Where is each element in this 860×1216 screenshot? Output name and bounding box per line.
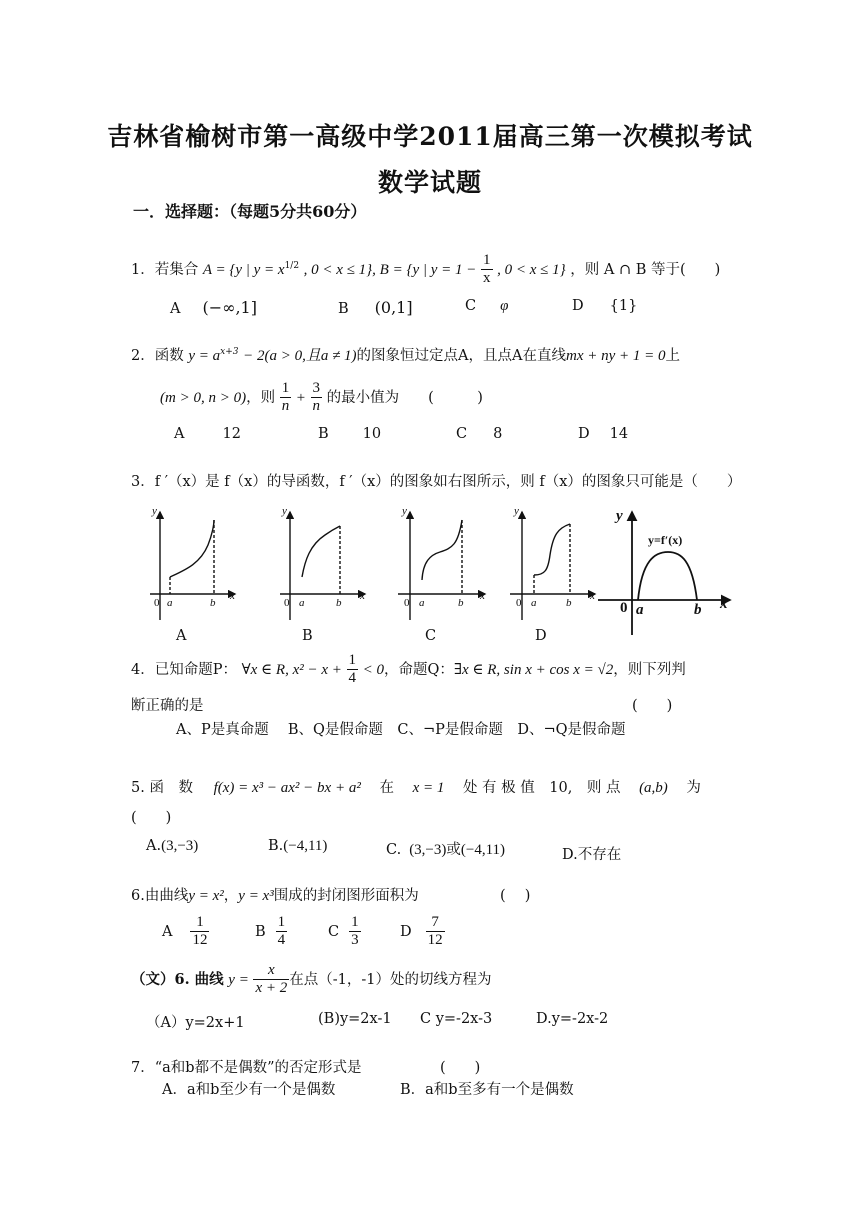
option-fraction bbox=[276, 914, 288, 950]
graph-a bbox=[150, 512, 235, 620]
option-value: 14 bbox=[609, 426, 629, 442]
q7-answer-paren: ( ) bbox=[440, 1060, 481, 1076]
q6-post: 围成的封闭图形面积为 bbox=[273, 888, 419, 904]
q6w-post: 在点（-1，-1）处的切线方程为 bbox=[289, 971, 492, 988]
q2-exponent: x+3 bbox=[220, 347, 239, 358]
q6-line bbox=[131, 884, 419, 905]
q7-option-a: A．a和b至少有一个是偶数 bbox=[162, 1082, 336, 1098]
q2-function-rest: − 2(a > 0,且a ≠ 1) bbox=[243, 348, 357, 364]
option-value: (−∞,1] bbox=[202, 298, 257, 317]
q5-option-c bbox=[386, 838, 505, 859]
q4-options: A、P是真命题 B、Q是假命题 C、¬P是假命题 D、¬Q是假命题 bbox=[176, 722, 626, 738]
frac-den: 4 bbox=[277, 932, 286, 949]
q1-option-d bbox=[572, 298, 637, 314]
q4-answer-paren: ( ) bbox=[632, 698, 673, 714]
q1-option-b bbox=[338, 298, 413, 317]
page-subtitle: 数学试题 bbox=[377, 168, 482, 197]
q4-fraction bbox=[347, 652, 359, 688]
frac-den: 3 bbox=[351, 932, 359, 949]
option-letter: A. bbox=[146, 838, 162, 854]
q1-line bbox=[131, 252, 720, 288]
axis-a-label: a bbox=[636, 602, 644, 618]
q4-p-end: < 0 bbox=[362, 661, 384, 678]
q1-stem: 1．若集合 bbox=[131, 261, 199, 278]
graph-label-a: A bbox=[176, 628, 187, 644]
axis-y-label: y bbox=[514, 505, 519, 517]
option-value: (3,−3) bbox=[409, 842, 447, 858]
q5-option-d bbox=[562, 843, 621, 864]
axis-y-label: y bbox=[616, 508, 623, 524]
option-letter: A bbox=[174, 426, 185, 442]
option-letter: B bbox=[338, 301, 349, 317]
axis-origin-label: 0 bbox=[284, 597, 290, 609]
axis-x-label: x bbox=[360, 590, 365, 602]
q2-then: ，则 bbox=[246, 389, 276, 406]
q6w-prefix: （文）6. 曲线 bbox=[131, 970, 224, 988]
axis-origin-label: 0 bbox=[154, 597, 160, 609]
option-value: {1} bbox=[609, 298, 638, 314]
frac-num: 3 bbox=[312, 380, 321, 396]
option-value: 不存在 bbox=[577, 847, 622, 863]
q4-line2: 断正确的是 bbox=[131, 698, 204, 714]
q5-rest: 处 有 极 值 10, 则 点 bbox=[462, 780, 621, 796]
axis-x-label: x bbox=[480, 590, 485, 602]
frac-den: 4 bbox=[348, 670, 356, 687]
q6-option-b bbox=[255, 914, 287, 950]
option-letter: C bbox=[328, 923, 340, 940]
axis-a-label: a bbox=[419, 597, 425, 609]
frac-num: 1 bbox=[351, 914, 359, 930]
option-value: (−4,11) bbox=[283, 838, 328, 854]
q6-option-a bbox=[162, 914, 209, 950]
q5-line1 bbox=[131, 776, 731, 797]
option-or: 或 bbox=[446, 842, 461, 858]
q1-fraction bbox=[481, 252, 493, 288]
axis-b-label: b bbox=[458, 597, 464, 609]
q2-function: y = a bbox=[188, 348, 221, 364]
q1-tail: ，则 A ∩ B 等于( ) bbox=[570, 261, 721, 278]
axis-y-label: y bbox=[402, 505, 407, 517]
q7-option-b: B．a和b至多有一个是偶数 bbox=[400, 1082, 574, 1098]
option-letter: B. bbox=[268, 838, 284, 854]
axis-origin-label: 0 bbox=[620, 600, 628, 616]
q4-line1 bbox=[131, 652, 686, 688]
axis-a-label: a bbox=[531, 597, 537, 609]
frac-num: 1 bbox=[281, 380, 290, 396]
frac-den: 12 bbox=[427, 932, 443, 949]
frac-num: 1 bbox=[277, 914, 286, 930]
q6w-fraction bbox=[253, 962, 289, 998]
option-letter: C. bbox=[386, 842, 402, 858]
q6-prefix: 6.由曲线 bbox=[131, 888, 189, 904]
q6-curve-1: y = x² bbox=[188, 888, 224, 904]
q6w-option-b: (B)y=2x-1 bbox=[318, 1011, 392, 1027]
option-value: 10 bbox=[362, 426, 382, 442]
option-letter: A bbox=[170, 301, 181, 317]
q3-stem: 3．f ′（x）是 f（x）的导函数，f ′（x）的图象如右图所示，则 f（x）的图象只可能是（ ） bbox=[131, 474, 742, 490]
q5-at: 在 bbox=[379, 780, 394, 796]
q7-stem: 7．“a和b都不是偶数”的否定形式是 bbox=[131, 1060, 362, 1076]
q2-condition: (m > 0, n > 0) bbox=[160, 389, 247, 406]
q1-option-a bbox=[170, 298, 257, 317]
option-letter: B bbox=[255, 923, 266, 940]
q6-comma: ， bbox=[223, 888, 239, 904]
q2-option-d bbox=[578, 426, 628, 442]
graph-c bbox=[398, 512, 485, 620]
q5-function: f(x) = x³ − ax² − bx + a² bbox=[213, 780, 361, 796]
axis-b-label: b bbox=[694, 602, 702, 618]
q2-text: 的图象恒过定点A，且点A在直线 bbox=[356, 348, 566, 364]
option-letter: B bbox=[318, 426, 329, 442]
derivative-label: y=f′(x) bbox=[648, 533, 683, 547]
q2-plus: + bbox=[295, 389, 306, 406]
graph-label-b: B bbox=[302, 628, 313, 644]
option-letter: D bbox=[400, 923, 412, 940]
frac-num: 1 bbox=[348, 652, 356, 668]
axis-origin-label: 0 bbox=[404, 597, 410, 609]
frac-num: 1 bbox=[196, 914, 204, 930]
q6w-y: y = bbox=[228, 971, 249, 988]
section-heading: 一．选择题：（每题5分共60分） bbox=[133, 202, 367, 221]
q4-mid: ，命题Q： bbox=[383, 661, 454, 678]
q4-prefix: 4．已知命题P： bbox=[131, 661, 237, 678]
option-fraction bbox=[349, 914, 361, 950]
axis-b-label: b bbox=[210, 597, 216, 609]
frac-den: 12 bbox=[192, 932, 208, 949]
q2-prefix: 2．函数 bbox=[131, 348, 184, 364]
q5-prefix: 5. 函 数 bbox=[131, 780, 193, 796]
graph-label-c: C bbox=[425, 628, 437, 644]
derivative-labels bbox=[614, 508, 728, 618]
q2-option-a bbox=[174, 426, 241, 442]
option-value: (3,−3) bbox=[161, 838, 199, 854]
q5-x-value: x = 1 bbox=[412, 780, 445, 796]
frac-num: 7 bbox=[431, 914, 439, 930]
q6-option-d bbox=[400, 914, 445, 950]
q5-wei: 为 bbox=[686, 780, 701, 796]
page-title: 吉林省榆树市第一高级中学2011届高三第一次模拟考试 bbox=[107, 122, 753, 151]
axis-b-label: b bbox=[566, 597, 572, 609]
q1-frac-den: x bbox=[483, 270, 491, 287]
option-letter: C bbox=[456, 426, 468, 442]
axis-y-label: y bbox=[152, 505, 157, 517]
q2-fraction-1 bbox=[280, 380, 292, 416]
q5-option-a bbox=[146, 838, 198, 855]
q2-option-c bbox=[456, 426, 502, 442]
q2-tail: 的最小值为 ( ) bbox=[326, 389, 483, 406]
q6-option-c bbox=[328, 914, 361, 950]
frac-den: x + 2 bbox=[255, 980, 288, 997]
q6w-option-d: D.y=-2x-2 bbox=[536, 1011, 609, 1027]
option-value: (0,1] bbox=[374, 298, 413, 317]
q6w-option-c: C y=-2x-3 bbox=[420, 1011, 493, 1027]
q5-option-b bbox=[268, 838, 327, 855]
q4-proposition-q: ∃x ∈ R, sin x + cos x = √2 bbox=[453, 661, 614, 678]
axis-b-label: b bbox=[336, 597, 342, 609]
axis-origin-label: 0 bbox=[516, 597, 522, 609]
option-letter: D bbox=[578, 426, 590, 442]
q2-line2 bbox=[160, 380, 483, 416]
q2-fraction-2 bbox=[311, 380, 323, 416]
option-letter: D. bbox=[562, 847, 578, 863]
option-letter: C bbox=[465, 298, 477, 314]
frac-den: n bbox=[281, 398, 290, 415]
q6w-line bbox=[131, 962, 491, 998]
q1-exponent: 1/2 bbox=[284, 260, 300, 271]
q2-end: 上 bbox=[665, 348, 681, 364]
option-letter: A bbox=[162, 923, 173, 940]
q3-graphs bbox=[140, 500, 740, 650]
q6-answer-paren: ( ) bbox=[500, 888, 531, 904]
option-letter: D bbox=[572, 298, 584, 314]
axis-a-label: a bbox=[299, 597, 305, 609]
axis-x-label: x bbox=[230, 590, 235, 602]
graph-b bbox=[280, 512, 365, 620]
q6w-option-a: （A）y=2x+1 bbox=[146, 1015, 245, 1031]
axis-y-label: y bbox=[282, 505, 287, 517]
graph-label-d: D bbox=[535, 628, 547, 644]
frac-num: x bbox=[267, 962, 275, 978]
q1-set-a: A = {y | y = x bbox=[202, 261, 285, 278]
q5-point: (a,b) bbox=[639, 780, 668, 796]
option-fraction bbox=[426, 914, 445, 950]
option-value: 12 bbox=[222, 426, 241, 442]
axis-a-label: a bbox=[167, 597, 173, 609]
option-value: φ bbox=[500, 298, 509, 314]
option-value-2: (−4,11) bbox=[460, 842, 506, 858]
axis-x-label: x bbox=[720, 596, 728, 612]
q1-rest-b: , 0 < x ≤ 1} bbox=[497, 261, 566, 278]
q1-rest-a: , 0 < x ≤ 1}, B = {y | y = 1 − bbox=[303, 261, 477, 278]
q2-option-b bbox=[318, 426, 381, 442]
option-fraction bbox=[190, 914, 209, 950]
q4-tail: ，则下列判 bbox=[613, 661, 686, 678]
option-value: 8 bbox=[493, 426, 503, 442]
q5-answer-paren: ( ) bbox=[131, 810, 172, 826]
q2-line1 bbox=[131, 344, 680, 365]
axis-x-label: x bbox=[590, 590, 595, 602]
q1-frac-num: 1 bbox=[483, 252, 491, 268]
graph-d bbox=[510, 512, 595, 620]
q6-curve-2: y = x³ bbox=[238, 888, 274, 904]
q2-line-eq: mx + ny + 1 = 0 bbox=[566, 348, 666, 364]
graph-derivative bbox=[598, 512, 730, 635]
q1-option-c bbox=[465, 298, 508, 315]
q4-proposition-p: ∀x ∈ R, x² − x + bbox=[241, 661, 342, 678]
frac-den: n bbox=[312, 398, 321, 415]
